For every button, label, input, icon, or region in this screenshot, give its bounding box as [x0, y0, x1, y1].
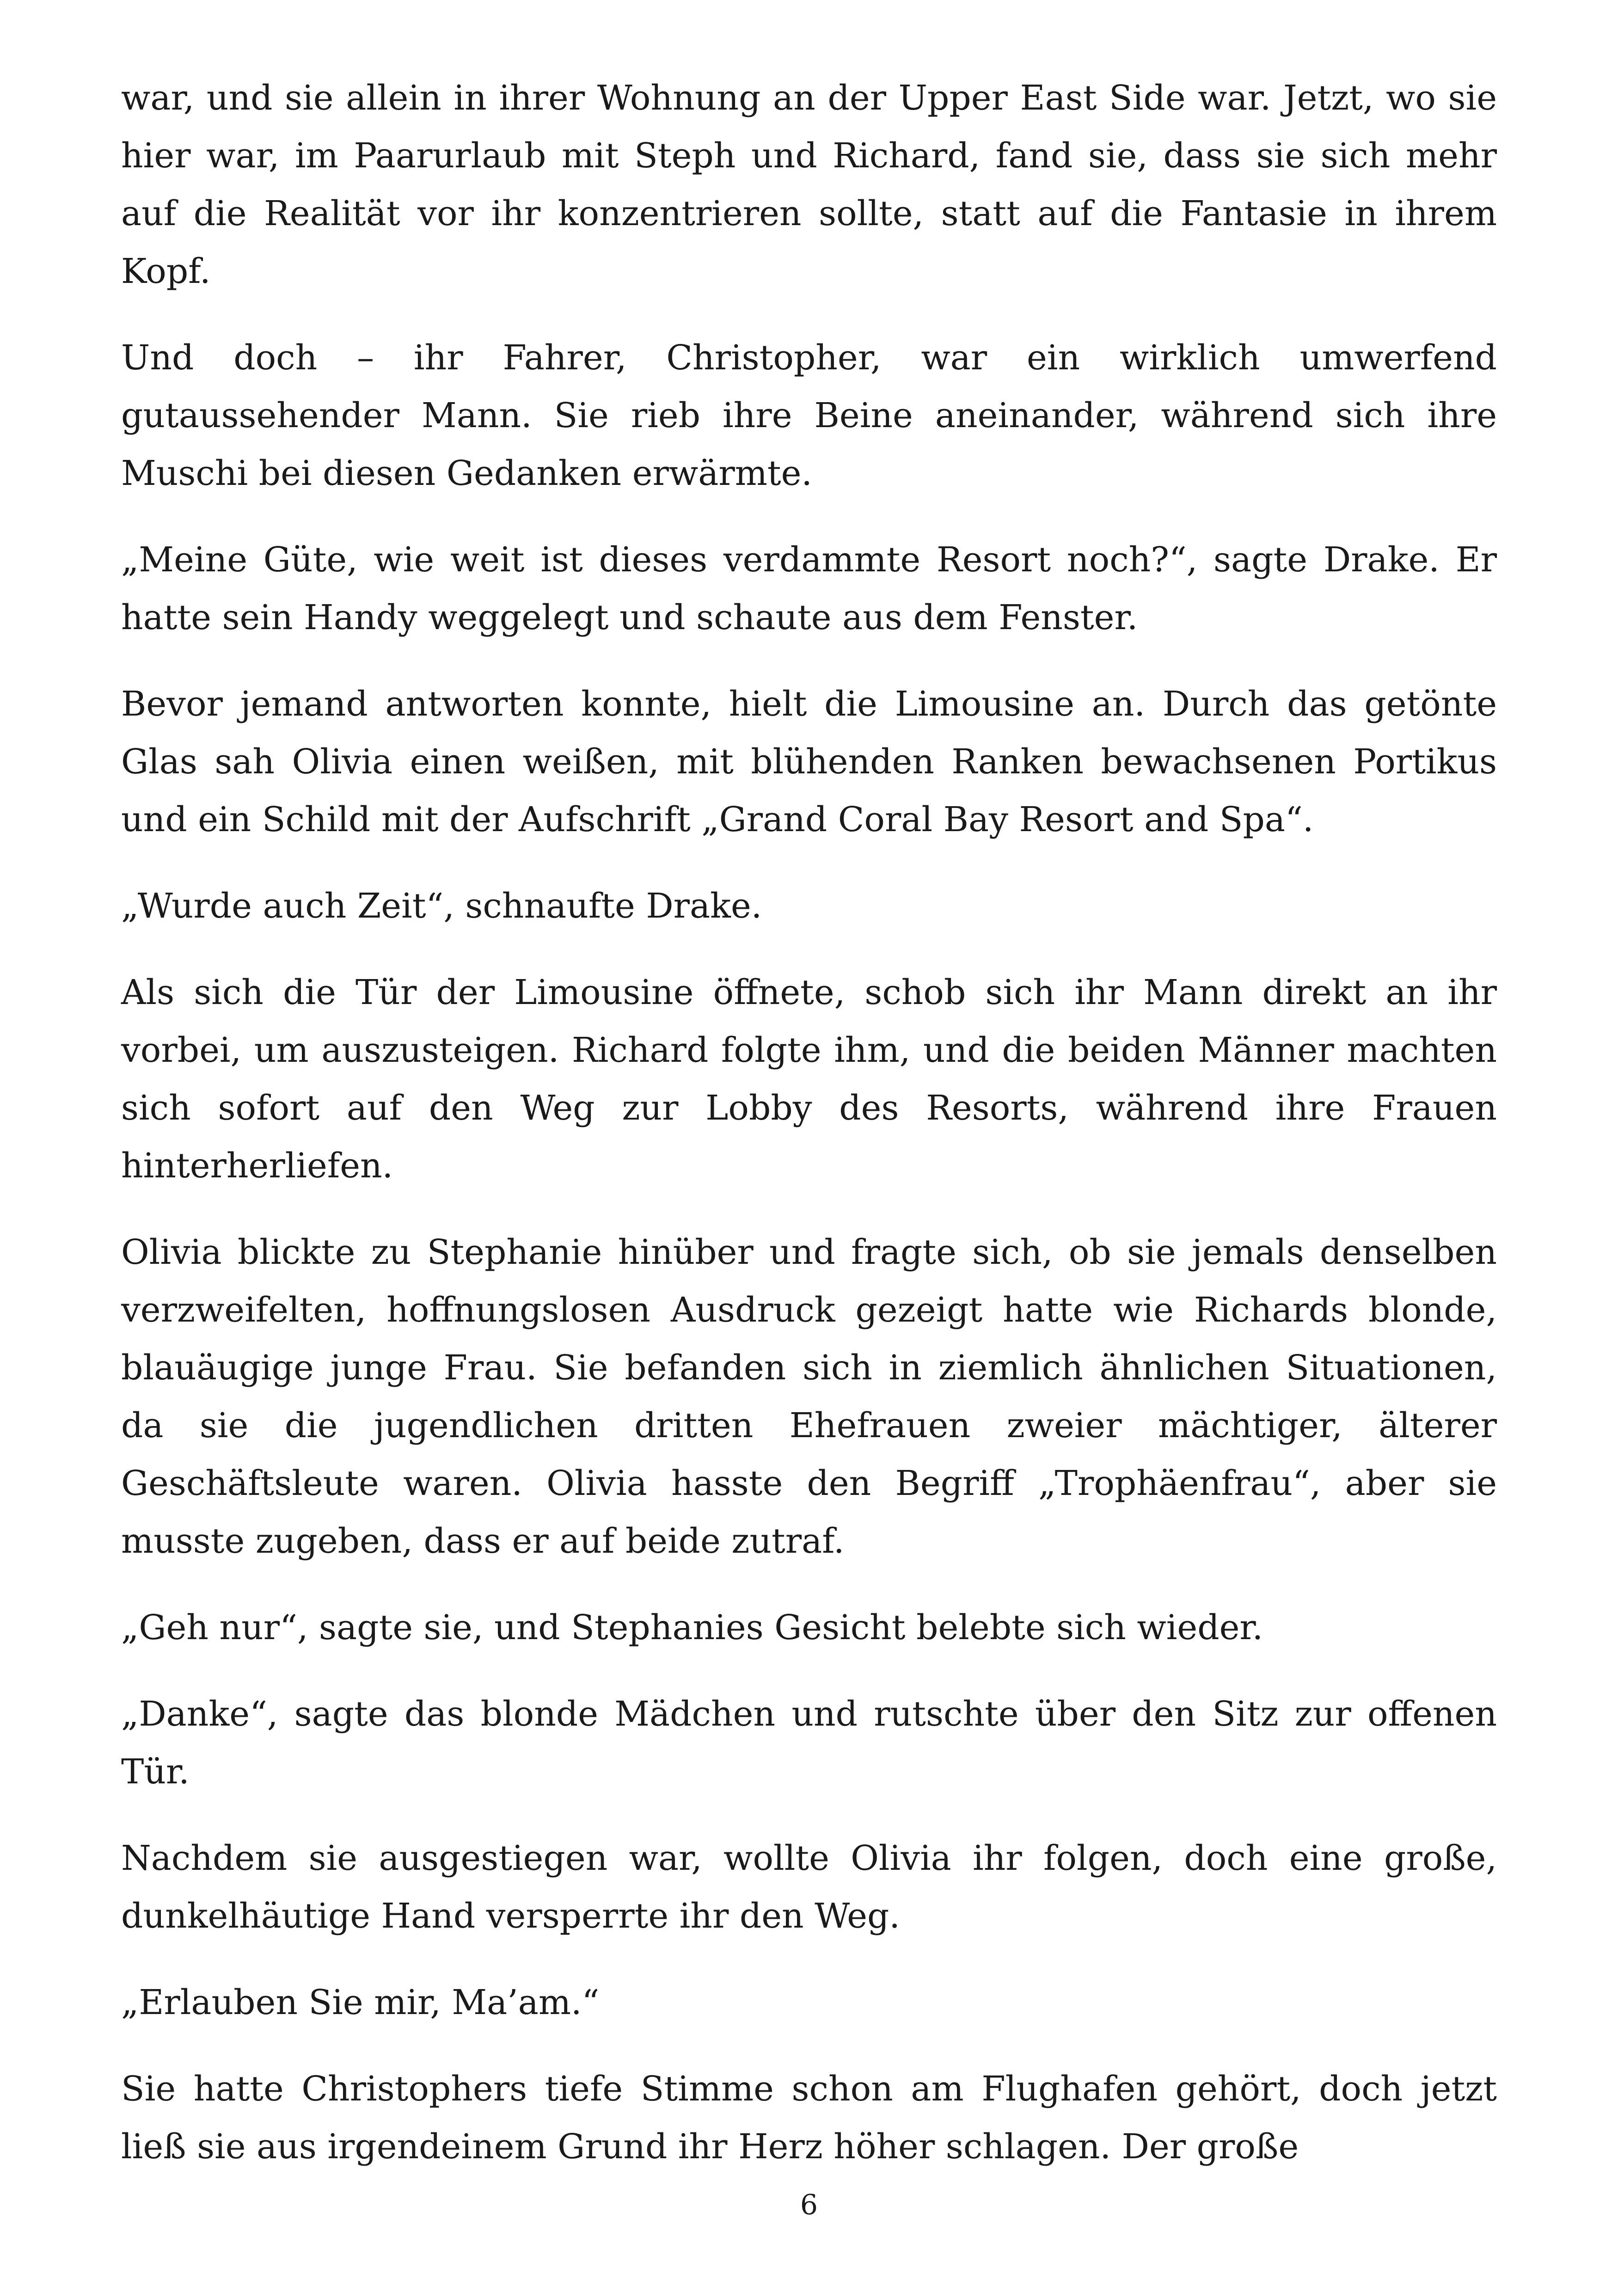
- paragraph-11: „Erlauben Sie mir, Ma’am.“: [121, 1983, 600, 2022]
- page-body: [121, 69, 1497, 2204]
- paragraph-9: „Danke“, sagte das blonde Mädchen und rutschte über den Sitz zur offenen Tür.: [121, 1694, 1497, 1792]
- paragraph-7: Olivia blickte zu Stephanie hinüber und fragte sich, ob sie jemals denselben verzweifelten, hoffnungslosen Ausdruck gezeigt hatte wie Richards blonde, blauäugige junge Frau. Sie befanden sich in ziemlich ähnlichen Situationen, da sie die jugendlichen dritten Ehefrauen zweier mächtiger, älterer Geschäftsleute waren. Olivia hasste den Begriff „Trophäenfrau“, aber sie musste zugeben, dass er auf beide zutraf.: [121, 1232, 1497, 1561]
- paragraph-2: Und doch – ihr Fahrer, Christopher, war ein wirklich umwerfend gutaussehender Mann. Sie rieb ihre Beine aneinander, während sich ihre Muschi bei diesen Gedanken erwärmte.: [121, 338, 1497, 493]
- paragraph-8: „Geh nur“, sagte sie, und Stephanies Gesicht belebte sich wieder.: [121, 1608, 1263, 1647]
- paragraph-12: Sie hatte Christophers tiefe Stimme schon am Flughafen gehört, doch jetzt ließ sie aus irgendeinem Grund ihr Herz höher schlagen. Der große: [121, 2069, 1497, 2167]
- paragraph-6: Als sich die Tür der Limousine öffnete, schob sich ihr Mann direkt an ihr vorbei, um auszusteigen. Richard folgte ihm, und die beiden Männer machten sich sofort auf den Weg zur Lobby des Resorts, während ihre Frauen hinterherliefen.: [121, 973, 1497, 1186]
- page-number: 6: [800, 2189, 818, 2221]
- paragraph-5: „Wurde auch Zeit“, schnaufte Drake.: [121, 886, 762, 926]
- paragraph-3: „Meine Güte, wie weit ist dieses verdammte Resort noch?“, sagte Drake. Er hatte sein Handy weggelegt und schaute aus dem Fenster.: [121, 540, 1497, 637]
- paragraph-4: Bevor jemand antworten konnte, hielt die Limousine an. Durch das getönte Glas sah Olivia einen weißen, mit blühenden Ranken bewachsenen Portikus und ein Schild mit der Aufschrift „Grand Coral Bay Resort and Spa“.: [121, 684, 1497, 839]
- paragraph-1: war, und sie allein in ihrer Wohnung an der Upper East Side war. Jetzt, wo sie hier war, im Paarurlaub mit Steph und Richard, fand sie, dass sie sich mehr auf die Realität vor ihr konzentrieren sollte, statt auf die Fantasie in ihrem Kopf.: [121, 78, 1497, 291]
- paragraph-10: Nachdem sie ausgestiegen war, wollte Olivia ihr folgen, doch eine große, dunkelhäutige Hand versperrte ihr den Weg.: [121, 1838, 1497, 1936]
